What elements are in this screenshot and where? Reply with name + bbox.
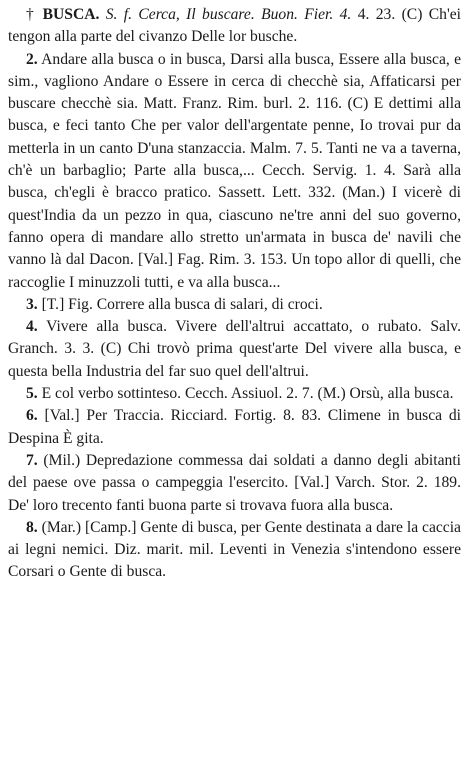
dagger-mark: †	[26, 6, 37, 23]
sense-number: 2.	[26, 50, 38, 68]
sense-number: 3.	[26, 295, 38, 313]
sense-text: (Mar.) [Camp.] Gente di busca, per Gente destinata a dare la caccia ai legni nemici. Diz. marit. mil. Leventi in Venezia s'intendono essere Corsari o Gente di busca.	[8, 518, 461, 581]
sense-4	[8, 316, 461, 383]
entry-busca	[8, 4, 461, 49]
sense-number: 8.	[26, 518, 38, 536]
sense-3	[8, 294, 461, 316]
sense-number: 6.	[26, 407, 38, 425]
sense-5	[8, 383, 461, 405]
sense-6	[8, 405, 461, 450]
definition: Cerca, Il buscare.	[138, 6, 255, 23]
sense-text: [T.] Fig. Correre alla busca di salari, di croci.	[41, 295, 323, 313]
sense-text: [Val.] Per Traccia. Ricciard. Fortig. 8. 83. Climene in busca di Despina È gita.	[8, 407, 461, 447]
source-tag: (C)	[401, 6, 423, 23]
grammar-label: S. f.	[105, 6, 133, 23]
citation: Buon. Fier. 4.	[261, 6, 352, 23]
sense-7	[8, 450, 461, 517]
sense-text: E col verbo sottinteso. Cecch. Assiuol. 2. 7. (M.) Orsù, alla busca.	[41, 385, 454, 403]
sense-8	[8, 517, 461, 584]
headword: BUSCA.	[42, 6, 100, 23]
sense-number: 4.	[26, 318, 38, 336]
sense-number: 5.	[26, 385, 38, 403]
sense-number: 7.	[26, 451, 38, 469]
sense-text: Andare alla busca o in busca, Darsi alla busca, Essere alla busca, e sim., vagliono Andare o Essere in cerca di checchè sia, Affaticarsi per buscare checchè sia. Matt. Franz. Rim. burl. 2. 116. (C) E dettimi alla busca, e feci tanto Che per valor dell'argentate penne, Io trovai pur da metterla in un canto D'una stanzaccia. Malm. 7. 5. Tanti ne va a taverna, ch'è un barbaglio; Parte alla busca,... Cecch. Servig. 1. 4. Sarà alla busca, ch'egli è bracco pratico. Sassett. Lett. 332. (Man.) I vicerè di quest'India da un pezzo in qua, ciascuno ne'tre anni del suo governo, fanno opera di mandare allo stretto un'armata in busca de' navili che vanno là dal Dacon. [Val.] Fag. Rim. 3. 153. Un topo allor di quelli, che raccoglie I minuzzoli tutti, e va alla busca...	[8, 50, 461, 291]
entry-text: Ch'ei tengon alla parte del civanzo Delle lor busche.	[8, 6, 462, 46]
sense-text: (Mil.) Depredazione commessa dai soldati a danno degli abitanti del paese ove passa o campeggia l'esercito. [Val.] Varch. Stor. 2. 189. De' loro trecento fanti buona parte si trovava fuora alla busca.	[8, 451, 461, 514]
sense-text: Vivere alla busca. Vivere dell'altrui accattato, o rubato. Salv. Granch. 3. 3. (C) Chi trovò prima quest'arte Del vivere alla busca, e questa bella Industria del far suo quel dell'altrui.	[8, 318, 461, 380]
citation-number: 4. 23.	[357, 6, 396, 23]
sense-2	[8, 49, 461, 294]
